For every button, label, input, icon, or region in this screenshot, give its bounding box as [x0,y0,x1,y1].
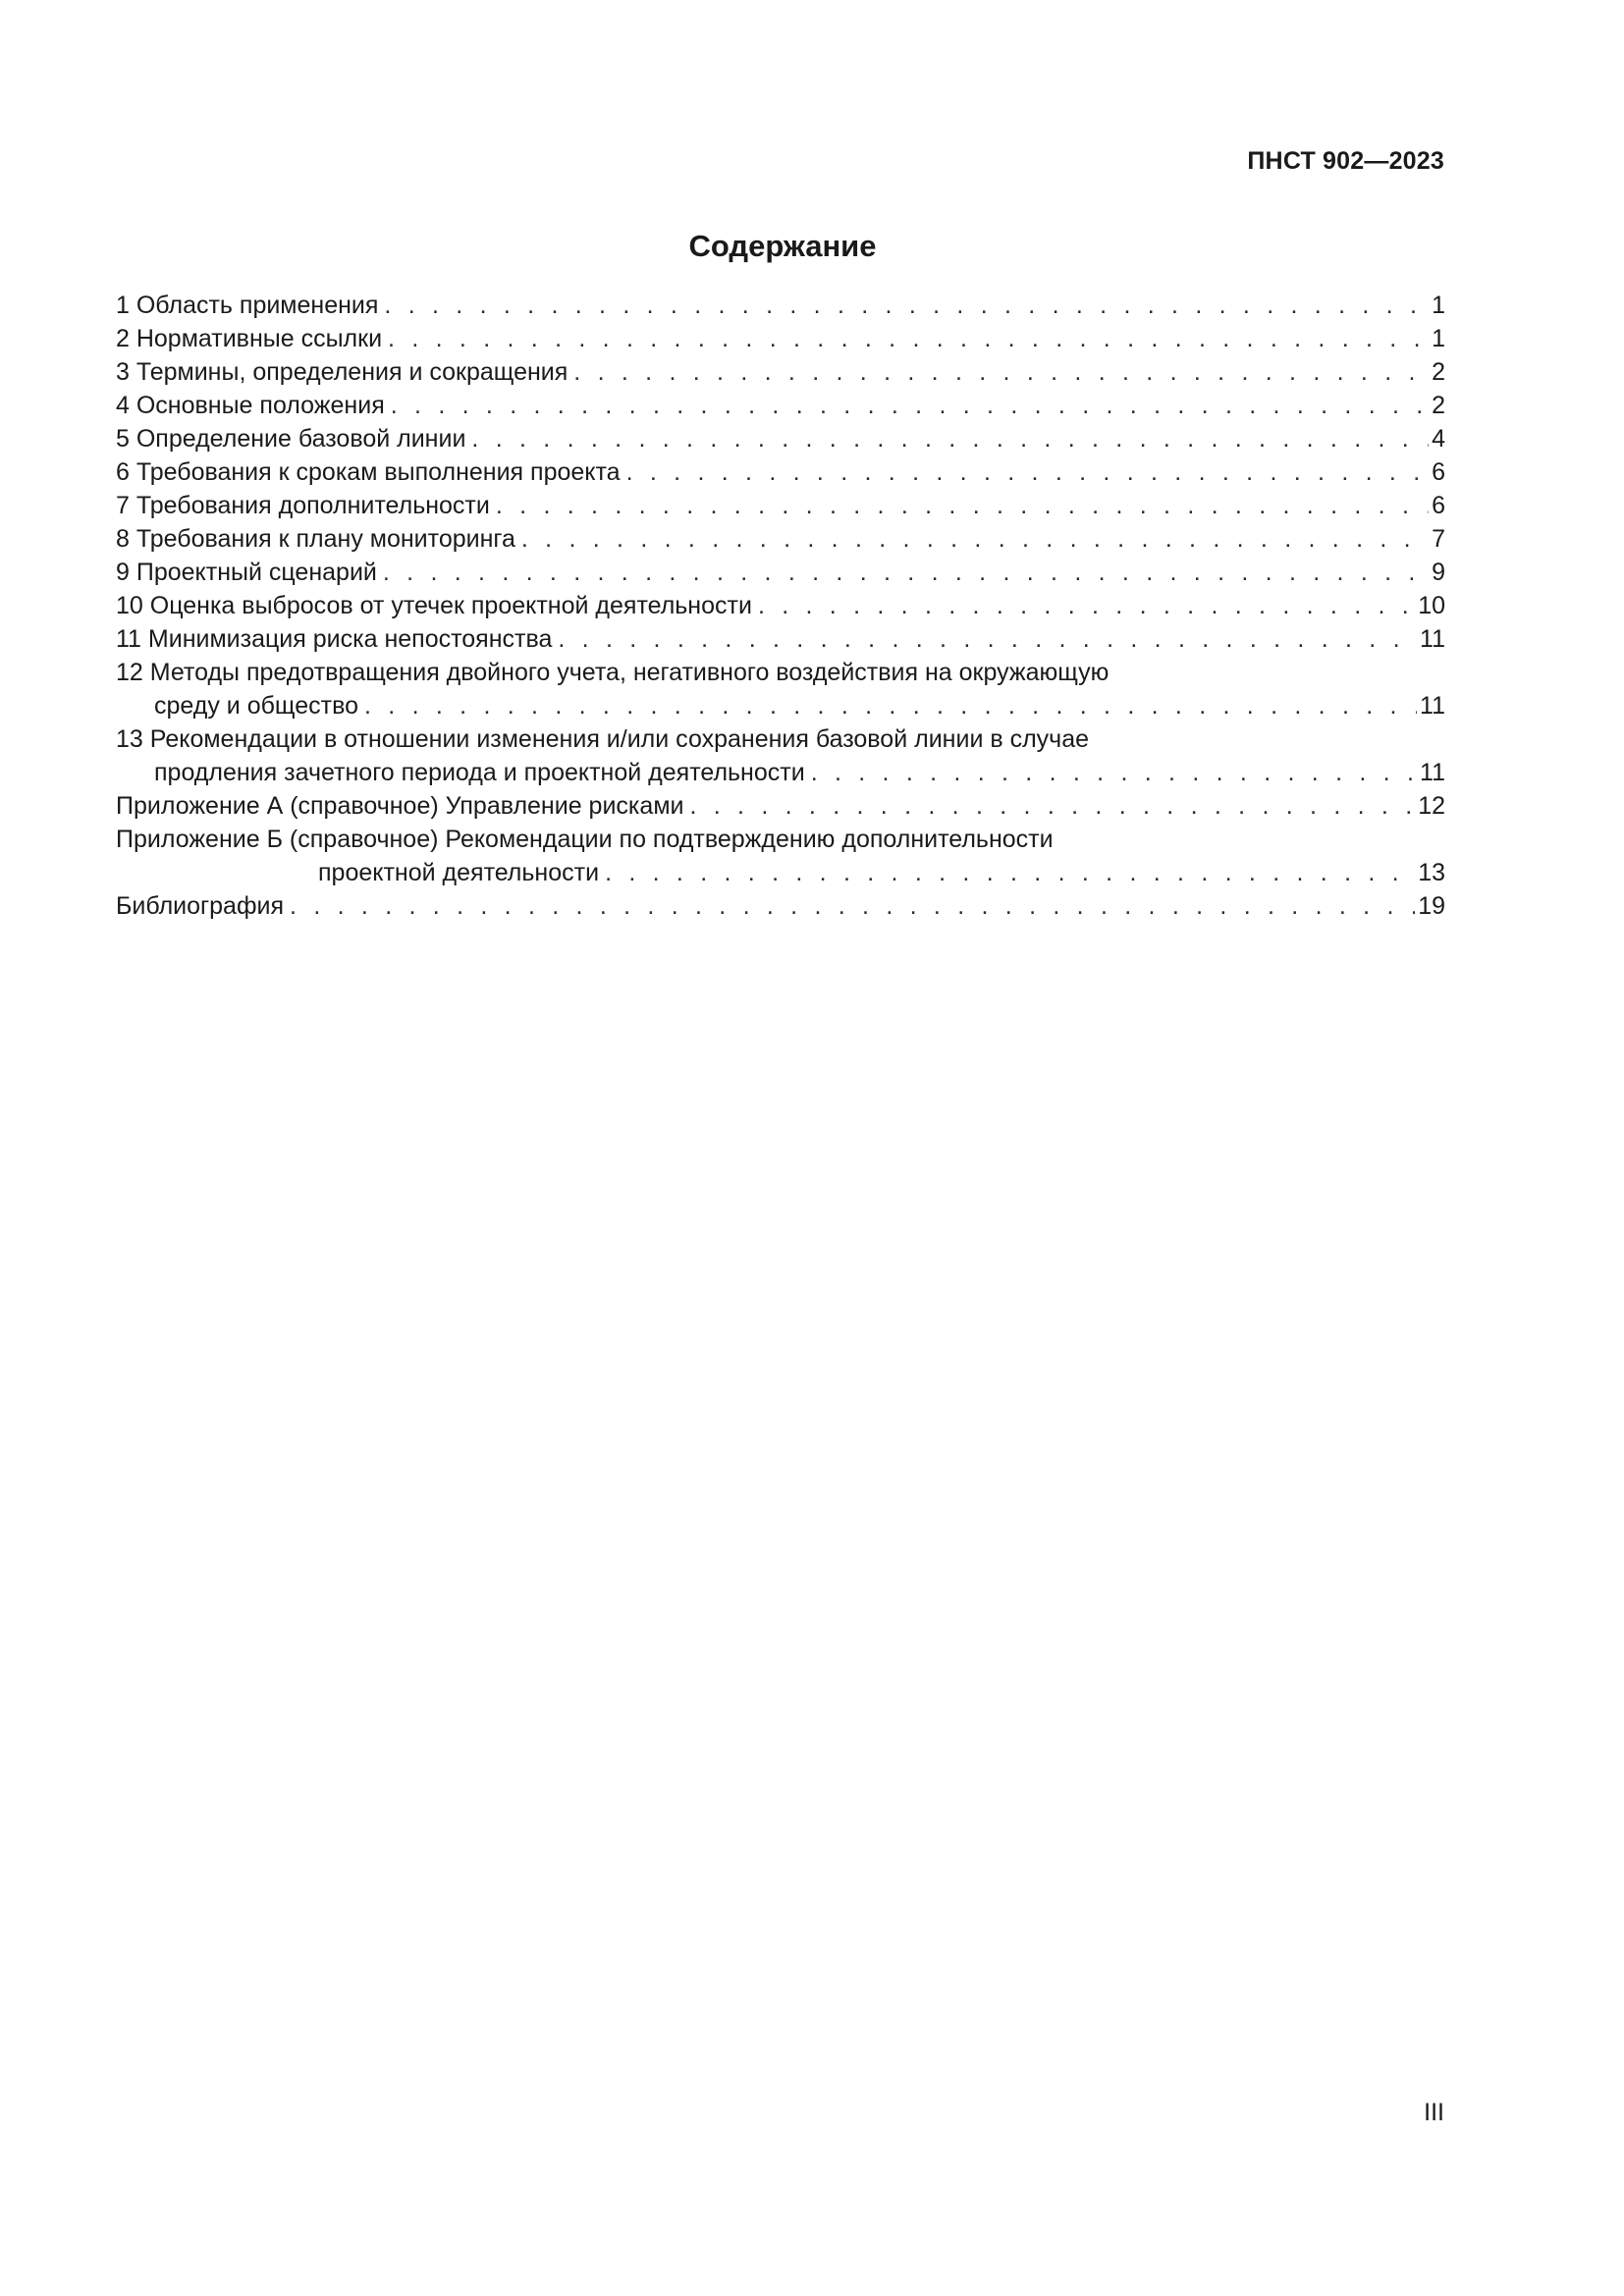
toc-page-number: 4 [1432,425,1445,453]
toc-entry-7[interactable] [116,489,1445,522]
toc-entry-10[interactable] [116,589,1445,622]
page-number: III [1424,2099,1444,2126]
toc-entry-label: Библиография [116,892,285,920]
toc-entry-annex-b[interactable] [116,823,1445,889]
toc-entry-label-line2: продления зачетного периода и проектной деятельности [154,759,805,786]
dot-leader [383,556,1429,589]
toc-entry-label: 6 Требования к срокам выполнения проекта [116,458,621,486]
toc-page-number: 19 [1418,892,1445,920]
dot-leader [521,522,1429,556]
dot-leader [471,422,1429,455]
toc-entry-label: 5 Определение базовой линии [116,425,466,453]
toc-entry-label: 10 Оценка выбросов от утечек проектной деятельности [116,592,752,619]
toc-entry-label-line1: 13 Рекомендации в отношении изменения и/или сохранения базовой линии в случае [116,725,1090,753]
toc-entry-label: 3 Термины, определения и сокращения [116,358,568,386]
toc-entry-bibliography[interactable] [116,889,1445,923]
toc-page-number: 1 [1432,292,1445,319]
toc-page-number: 6 [1432,492,1445,519]
toc-entry-label: 11 Минимизация риска непостоянства [116,625,553,653]
toc-entry-label: 8 Требования к плану мониторинга [116,525,515,553]
table-of-contents [116,289,1445,923]
dot-leader [384,289,1429,322]
dot-leader [391,389,1429,422]
toc-entry-label: 4 Основные положения [116,392,385,419]
toc-page-number: 1 [1432,325,1445,352]
toc-page-number: 10 [1418,592,1445,619]
toc-page-number: 2 [1432,358,1445,386]
toc-entry-8[interactable] [116,522,1445,556]
toc-entry-label: 7 Требования дополнительности [116,492,490,519]
toc-page-number: 2 [1432,392,1445,419]
dot-leader [364,689,1417,722]
toc-entry-1[interactable] [116,289,1445,322]
toc-page-number: 11 [1420,692,1445,720]
toc-page-number: 9 [1432,559,1445,586]
toc-entry-12[interactable] [116,656,1445,722]
toc-entry-9[interactable] [116,556,1445,589]
toc-page-number: 11 [1420,625,1445,653]
dot-leader [626,455,1430,489]
toc-entry-label-line1: 12 Методы предотвращения двойного учета, негативного воздействия на окружающую [116,659,1110,686]
toc-entry-label-line2: среду и общество [154,692,358,720]
toc-entry-label-line1: Приложение Б (справочное) Рекомендации по подтверждению дополнительности [116,826,1054,853]
toc-entry-3[interactable] [116,355,1445,389]
toc-entry-label: Приложение А (справочное) Управление рисками [116,792,684,820]
toc-page-number: 12 [1418,792,1445,820]
toc-page-number: 7 [1432,525,1445,553]
toc-page-number: 11 [1420,759,1445,786]
toc-entry-annex-a[interactable] [116,789,1445,823]
toc-entry-label-line2: проектной деятельности [318,859,600,886]
toc-entry-label: 2 Нормативные ссылки [116,325,383,352]
toc-entry-13[interactable] [116,722,1445,789]
toc-entry-label: 1 Область применения [116,292,379,319]
dot-leader [811,756,1417,789]
toc-entry-4[interactable] [116,389,1445,422]
toc-entry-11[interactable] [116,622,1445,656]
dot-leader [605,856,1415,889]
toc-entry-6[interactable] [116,455,1445,489]
toc-page-number: 6 [1432,458,1445,486]
toc-entry-2[interactable] [116,322,1445,355]
dot-leader [290,889,1415,923]
dot-leader [496,489,1429,522]
document-code: ПНСТ 902—2023 [1247,147,1444,175]
dot-leader [689,789,1415,823]
dot-leader [573,355,1429,389]
dot-leader [758,589,1415,622]
dot-leader [388,322,1429,355]
toc-entry-label: 9 Проектный сценарий [116,559,377,586]
toc-page-number: 13 [1418,859,1445,886]
toc-title: Содержание [688,229,877,263]
toc-entry-5[interactable] [116,422,1445,455]
dot-leader [558,622,1417,656]
